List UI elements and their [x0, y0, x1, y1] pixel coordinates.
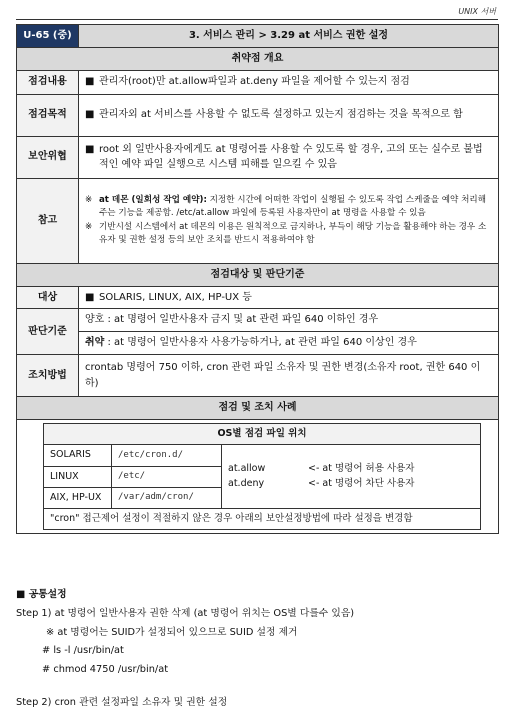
- section-criteria: 점검대상 및 판단기준: [17, 263, 499, 286]
- header-divider: [16, 19, 498, 20]
- section-overview: 취약점 개요: [17, 47, 499, 70]
- judgement-good: 양호 : at 명령어 일반사용자 금지 및 at 관련 파일 640 이하인 경우: [79, 309, 499, 332]
- vulnerability-table: [16, 24, 499, 534]
- target-text: SOLARIS, LINUX, AIX, HP-UX 등: [99, 291, 252, 303]
- title-row: [17, 25, 499, 48]
- section-examples: 점검 및 조치 사례: [17, 397, 499, 420]
- os-name: SOLARIS: [44, 445, 112, 466]
- label-check-content: 점검내용: [17, 70, 79, 94]
- reference-notes: [79, 178, 499, 263]
- note-mark: ※: [85, 221, 93, 232]
- note1-term: at 데몬 (일회성 작업 예약):: [99, 194, 207, 205]
- bullet-icon: ■: [85, 143, 95, 155]
- note-mark: ※: [85, 194, 93, 205]
- os-table-title: OS별 점검 파일 위치: [44, 424, 481, 445]
- label-security-threat: 보안위협: [17, 136, 79, 178]
- security-threat-text: root 외 일반사용자에게도 at 명령어를 사용할 수 있도록 할 경우, 고의 또는 실수로 불법적인 예약 파일 실행으로 시스템 피해를 일으킬 수 있음: [99, 143, 483, 170]
- judgement-bad: [79, 332, 499, 355]
- label-check-purpose: 점검목적: [17, 94, 79, 136]
- os-file-table: [43, 423, 481, 530]
- bullet-icon: ■: [85, 291, 95, 303]
- at-file-list: [222, 445, 481, 509]
- bullet-icon: ■: [16, 589, 26, 600]
- document-category: UNIX 서버: [458, 7, 496, 16]
- procedure-heading: [16, 586, 498, 605]
- file-desc: <- at 명령어 차단 사용자: [308, 477, 415, 489]
- os-table-note: "cron" 접근제어 설정이 적절하지 않은 경우 아래의 보안설정방법에 따라 설정을 변경함: [44, 509, 481, 530]
- bullet-icon: ■: [85, 76, 95, 88]
- file-name: at.deny: [228, 477, 265, 489]
- os-path: /etc/: [112, 466, 222, 487]
- procedure-section: [16, 586, 498, 713]
- step1-note: ※ at 명령어는 SUID가 설정되어 있으므로 SUID 설정 제거: [46, 626, 298, 638]
- judgement-bad-text: : at 명령어 일반사용자 사용가능하거나, at 관련 파일 640 이상인 경우: [104, 337, 417, 349]
- os-name: LINUX: [44, 466, 112, 487]
- item-code: U-65 (중): [17, 25, 79, 48]
- command-line: # ls -l /usr/bin/at: [42, 645, 124, 657]
- bullet-icon: ■: [85, 109, 95, 121]
- label-reference: 참고: [17, 178, 79, 263]
- file-desc: <- at 명령어 허용 사용자: [308, 463, 415, 475]
- item-title: 3. 서비스 관리 > 3.29 at 서비스 권한 설정: [79, 25, 499, 48]
- label-target: 대상: [17, 286, 79, 309]
- command-line: # chmod 4750 /usr/bin/at: [42, 664, 169, 676]
- check-purpose-text: 관리자외 at 서비스를 사용할 수 없도록 설정하고 있는지 점검하는 것을 목적으로 함: [99, 109, 463, 121]
- judgement-bad-label: 취약: [85, 337, 105, 349]
- check-content-text: 관리자(root)만 at.allow파일과 at.deny 파일을 제어할 수 있는지 점검: [99, 76, 410, 88]
- file-name: at.allow: [228, 463, 266, 475]
- action-text: crontab 명령어 750 이하, cron 관련 파일 소유자 및 권한 변경(소유자 root, 권한 640 이하): [79, 355, 499, 397]
- table-row: [44, 445, 481, 466]
- label-action: 조치방법: [17, 355, 79, 397]
- os-path: /var/adm/cron/: [112, 487, 222, 508]
- procedure-heading-text: 공통설정: [28, 589, 67, 600]
- os-path: /etc/cron.d/: [112, 445, 222, 466]
- os-name: AIX, HP-UX: [44, 487, 112, 508]
- note2-text: 기반시설 시스템에서 at 데몬의 이용은 원칙적으로 금지하나, 부득이 해당 기능을 활용해야 하는 경우 소유자 및 권한 설정 등의 보안 조치를 반드시 적용하여야 함: [99, 221, 487, 245]
- label-judgement: 판단기준: [17, 309, 79, 355]
- examples-body: [17, 420, 499, 534]
- note1-text: 지정한 시간에 어떠한 작업이 실행될 수 있도록 작업 스케줄을 예약 처리해 주는 기능을 제공함. /etc/at.allow 파일에 등록된 사용자만이 at 명령을 사용할 수 있음: [99, 194, 486, 219]
- step1-text: Step 1) at 명령어 일반사용자 권한 삭제 (at 명령어 위치는 OS별 다를수 있음): [16, 607, 355, 619]
- step2-text: Step 2) cron 관련 설정파일 소유자 및 권한 설정: [16, 696, 228, 708]
